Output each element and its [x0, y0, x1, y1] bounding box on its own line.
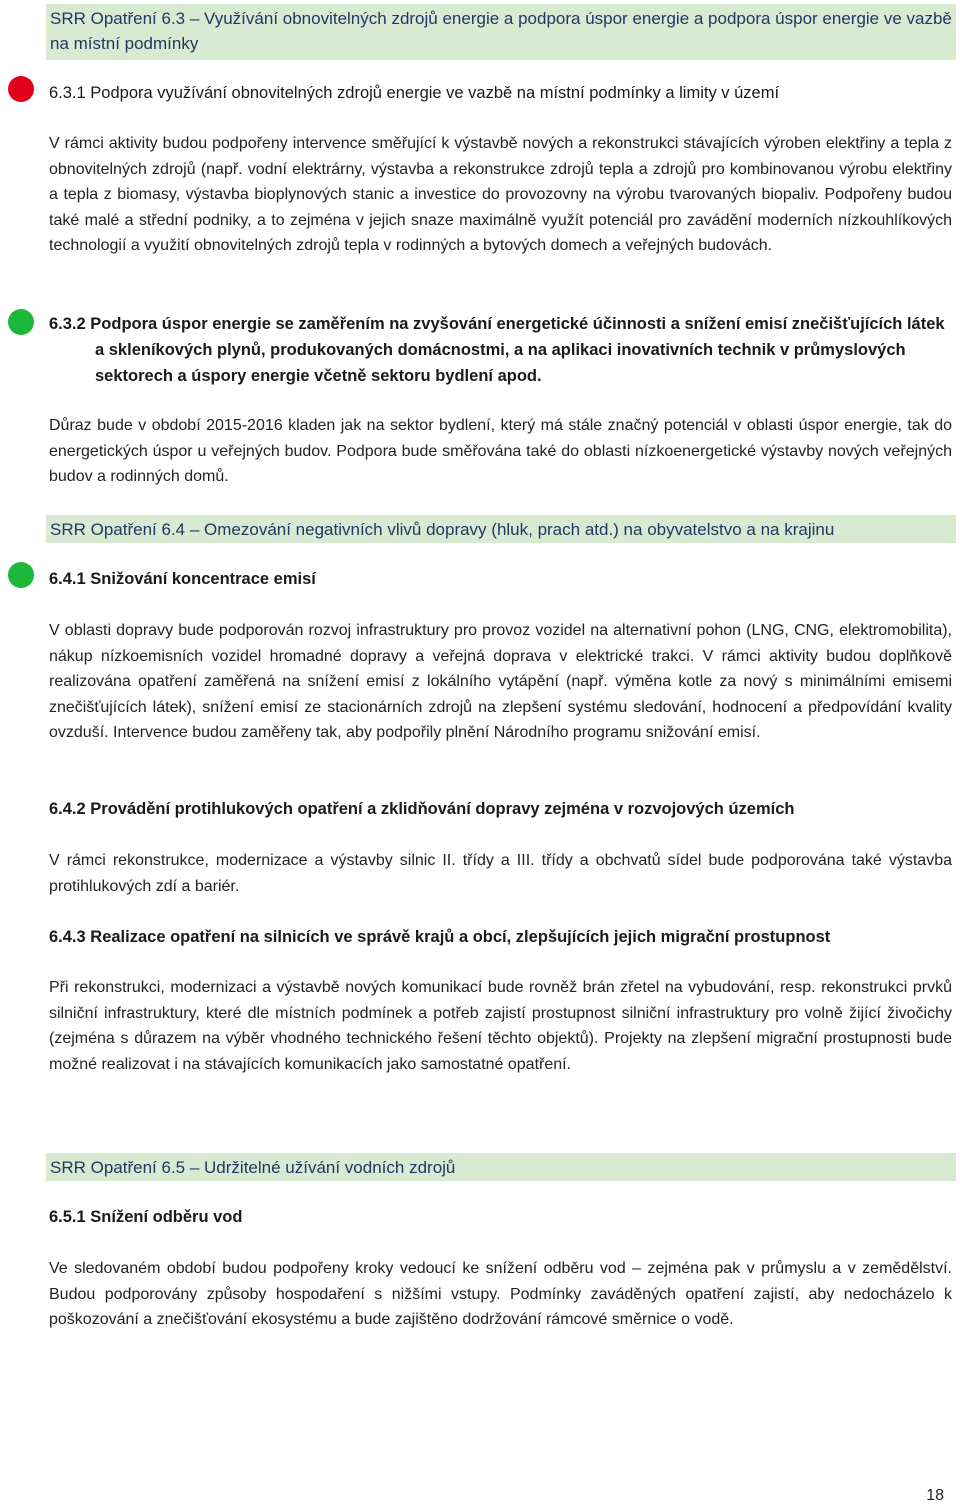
- heading-6-4-2: 6.4.2 Provádění protihlukových opatření a zklidňování dopravy zejména v rozvojových územích: [49, 800, 795, 818]
- heading-6-5-1: 6.5.1 Snížení odběru vod: [49, 1208, 243, 1226]
- section-title-6-3: SRR Opatření 6.3 – Využívání obnovitelných zdrojů energie a podpora úspor energie a podpora úspor energie ve vazbě na místní podmínky: [46, 4, 956, 60]
- paragraph-6-3-2: Důraz bude v období 2015-2016 kladen jak na sektor bydlení, který má stále značný potenciál v oblasti úspor energie, tak do energetických úspor u veřejných budov. Podpora bude směřována také do oblasti nízkoenergetické výstavby nových veřejných budov a rodinných domů.: [49, 417, 952, 486]
- heading-6-3-2: 6.3.2 Podpora úspor energie se zaměřením na zvyšování energetické účinnosti a snížení emisí znečišťujících látek a skleníkových plynů, produkovaných domácnostmi, a na aplikaci inovativních technik v průmyslových sektorech a úspory energie včetně sektoru bydlení apod.: [49, 315, 945, 385]
- paragraph-6-4-2: V rámci rekonstrukce, modernizace a výstavby silnic II. třídy a III. třídy a obchvatů sídel bude podporována také výstavba protihlukových zdí a bariér.: [49, 852, 952, 895]
- green-priority-marker-icon: [8, 562, 34, 588]
- section-title-6-5: SRR Opatření 6.5 – Udržitelné užívání vodních zdrojů: [46, 1153, 956, 1181]
- paragraph-6-4-1: V oblasti dopravy bude podporován rozvoj infrastruktury pro provoz vozidel na alternativní pohon (LNG, CNG, elektromobilita), nákup nízkoemisních vozidel hromadné dopravy a veřejná doprava v elektrické trakci. V rámci aktivity budou doplňkově realizována opatření zaměřená na snížení emisí z lokálního vytápění (např. výměna kotle za nový s minimálními emisemi znečišťujících látek), snížení emisí ze stacionárních zdrojů na zlepšení systému sledování, hodnocení a předpovídání kvality ovzduší. Intervence budou zaměřeny tak, aby podpořily plnění Národního programu snižování emisí.: [49, 622, 952, 742]
- heading-6-4-3: 6.4.3 Realizace opatření na silnicích ve správě krajů a obcí, zlepšujících jejich migrační prostupnost: [49, 928, 831, 946]
- paragraph-6-5-1: Ve sledovaném období budou podpořeny kroky vedoucí ke snížení odběru vod – zejména pak v průmyslu a v zemědělství. Budou podporovány způsoby hospodaření s nižšími vstupy. Podmínky zaváděných opatření zajistí, aby nedocházelo k poškozování a znečišťování ekosystému a bude zajištěno dodržování rámcové směrnice o vodě.: [49, 1260, 952, 1329]
- green-priority-marker-icon: [8, 309, 34, 335]
- red-priority-marker-icon: [8, 76, 34, 102]
- page-number: 18: [926, 1487, 944, 1504]
- paragraph-6-4-3: Při rekonstrukci, modernizaci a výstavbě nových komunikací bude rovněž brán zřetel na vybudování, resp. rekonstrukci prvků silniční infrastruktury, které dle místních podmínek a potřeb zajistí prostupnost silniční infrastruktury pro volně žijící živočichy (zejména s důrazem na výběr vhodného technického řešení těchto objektů). Projekty na zlepšení migrační prostupnosti bude možné realizovat i na stávajících komunikacích jako samostatné opatření.: [49, 979, 952, 1073]
- heading-6-4-1: 6.4.1 Snižování koncentrace emisí: [49, 570, 316, 588]
- paragraph-6-3-1: V rámci aktivity budou podpořeny intervence směřující k výstavbě nových a rekonstrukci stávajících výroben elektřiny a tepla z obnovitelných zdrojů (např. vodní elektrárny, výstavba a rekonstrukce zdrojů tepla a zdrojů pro kombinovanou výrobu elektřiny a tepla z biomasy, výstavba bioplynových stanic a investice do provozovny na výrobu tvarovaných biopaliv. Podpořeny budou také malé a střední podniky, a to zejména v jejich snaze maximálně využít potenciál pro zavádění moderních nízkouhlíkových technologií a využití obnovitelných zdrojů tepla v rodinných a bytových domech a veřejných budovách.: [49, 135, 952, 255]
- heading-6-3-1: 6.3.1 Podpora využívání obnovitelných zdrojů energie ve vazbě na místní podmínky a limity v území: [49, 84, 780, 102]
- section-title-6-4: SRR Opatření 6.4 – Omezování negativních vlivů dopravy (hluk, prach atd.) na obyvatelstvo a na krajinu: [46, 515, 956, 543]
